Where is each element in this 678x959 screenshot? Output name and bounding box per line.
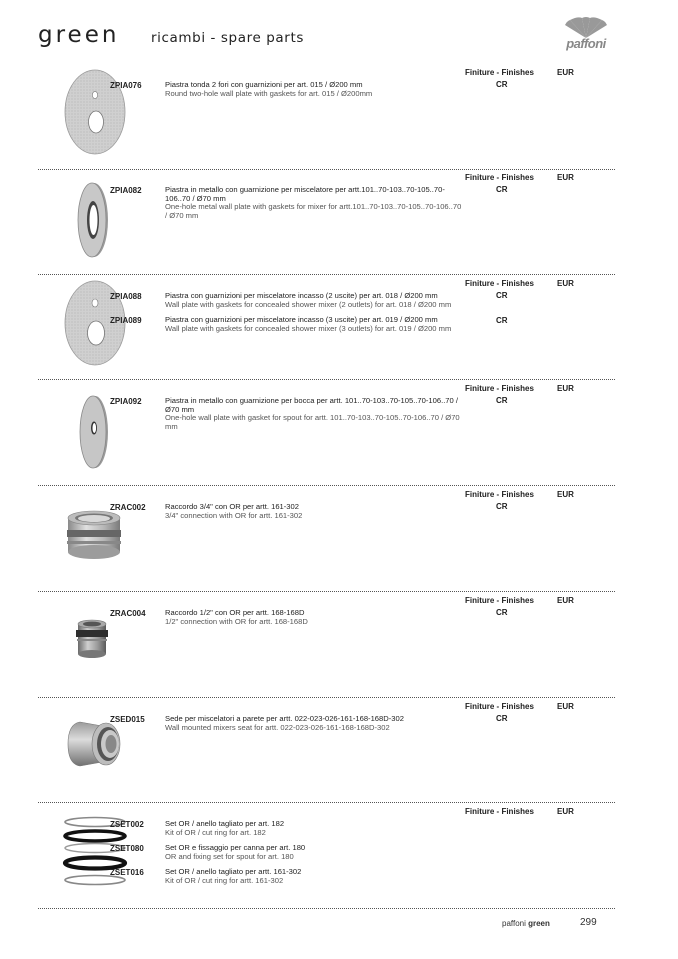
catalog-title: green xyxy=(38,22,120,48)
part-description: Set OR / anello tagliato per artt. 161-302 Kit of OR / cut ring for artt. 161-302 xyxy=(165,867,302,885)
section-divider xyxy=(38,379,615,380)
part-description: Piastra con guarnizioni per miscelatore incasso (2 uscite) per art. 018 / Ø200 mm Wall plate with gaskets for concealed shower mixer (2 outlets) for art. 018 / Ø200 mm xyxy=(165,291,452,309)
currency-header: EUR xyxy=(557,279,574,288)
connection-1-2-image xyxy=(70,618,114,664)
finishes-header: Finiture - Finishes EUR xyxy=(465,807,574,816)
logo-text: paffoni xyxy=(566,36,606,51)
part-description: Piastra tonda 2 fori con guarnizioni per art. 015 / Ø200 mm Round two-hole wall plate with gaskets for art. 015 / Ø200mm xyxy=(165,80,373,98)
finishes-header: Finiture - Finishes EUR xyxy=(465,384,574,393)
part-code: ZSED015 xyxy=(110,715,145,724)
part-description: Raccordo 1/2" con OR per artt. 168-168D 1/2" connection with OR for artt. 168-168D xyxy=(165,608,308,626)
metal-wall-plate-image xyxy=(74,180,112,260)
finish-value: CR xyxy=(496,396,508,405)
paffoni-logo xyxy=(556,16,616,54)
currency-header: EUR xyxy=(557,490,574,499)
finish-value: CR xyxy=(496,80,508,89)
part-description: Set OR / anello tagliato per art. 182 Kit of OR / cut ring for art. 182 xyxy=(165,819,285,837)
part-code: ZSET016 xyxy=(110,868,144,877)
currency-header: EUR xyxy=(557,384,574,393)
section-divider xyxy=(38,802,615,803)
section-divider xyxy=(38,485,615,486)
finish-value: CR xyxy=(496,185,508,194)
section-divider xyxy=(38,591,615,592)
spout-wall-plate-image xyxy=(76,393,112,471)
page-number: 299 xyxy=(580,917,597,928)
currency-header: EUR xyxy=(557,807,574,816)
part-code: ZPIA082 xyxy=(110,186,142,195)
finish-value: CR xyxy=(496,291,508,300)
part-code: ZSET002 xyxy=(110,820,144,829)
section-divider xyxy=(38,908,615,909)
section-divider xyxy=(38,697,615,698)
part-description: Piastra con guarnizioni per miscelatore incasso (3 uscite) per art. 019 / Ø200 mm Wall plate with gaskets for concealed shower mixer (3 outlets) for art. 019 / Ø200 mm xyxy=(165,315,452,333)
currency-header: EUR xyxy=(557,68,574,77)
finishes-header: Finiture - Finishes EUR xyxy=(465,279,574,288)
connection-3-4-image xyxy=(64,508,124,562)
finish-value: CR xyxy=(496,502,508,511)
part-code: ZPIA076 xyxy=(110,81,142,90)
finish-value: CR xyxy=(496,608,508,617)
finishes-header: Finiture - Finishes EUR xyxy=(465,68,574,77)
part-code: ZPIA092 xyxy=(110,397,142,406)
part-code: ZPIA089 xyxy=(110,316,142,325)
part-description: Piastra in metallo con guarnizione per bocca per artt. 101..70-103..70-105..70-106..70 / Ø70 mm One-hole wall plate with gasket for spout for artt. 101..70-103..70-105..70-106..70 / Ø70 mm xyxy=(165,396,460,431)
finish-value: CR xyxy=(496,714,508,723)
part-code: ZRAC004 xyxy=(110,609,146,618)
part-description: Sede per miscelatori a parete per artt. 022-023-026-161-168-168D-302 Wall mounted mixers seat for artt. 022-023-026-161-168-168D-302 xyxy=(165,714,404,732)
finishes-header: Finiture - Finishes EUR xyxy=(465,173,574,182)
currency-header: EUR xyxy=(557,596,574,605)
part-code: ZPIA088 xyxy=(110,292,142,301)
section-divider xyxy=(38,169,615,170)
part-description: Set OR e fissaggio per canna per art. 180 OR and fixing set for spout for art. 180 xyxy=(165,843,306,861)
footer-brand: paffoni green xyxy=(502,919,550,928)
section-divider xyxy=(38,274,615,275)
part-description: Piastra in metallo con guarnizione per miscelatore per artt.101..70-103..70-105..70-106..70 / Ø70 mm One-hole metal wall plate with gaskets for mixer for artt.101..70-103..70-105..70-106..70 / Ø70 mm xyxy=(165,185,462,220)
catalog-subtitle: ricambi - spare parts xyxy=(151,30,304,46)
finishes-header: Finiture - Finishes EUR xyxy=(465,702,574,711)
part-code: ZSET080 xyxy=(110,844,144,853)
part-code: ZRAC002 xyxy=(110,503,146,512)
currency-header: EUR xyxy=(557,173,574,182)
finishes-header: Finiture - Finishes EUR xyxy=(465,596,574,605)
part-description: Raccordo 3/4" con OR per artt. 161-302 3/4" connection with OR for artt. 161-302 xyxy=(165,502,303,520)
currency-header: EUR xyxy=(557,702,574,711)
finishes-header: Finiture - Finishes EUR xyxy=(465,490,574,499)
finish-value: CR xyxy=(496,316,508,325)
